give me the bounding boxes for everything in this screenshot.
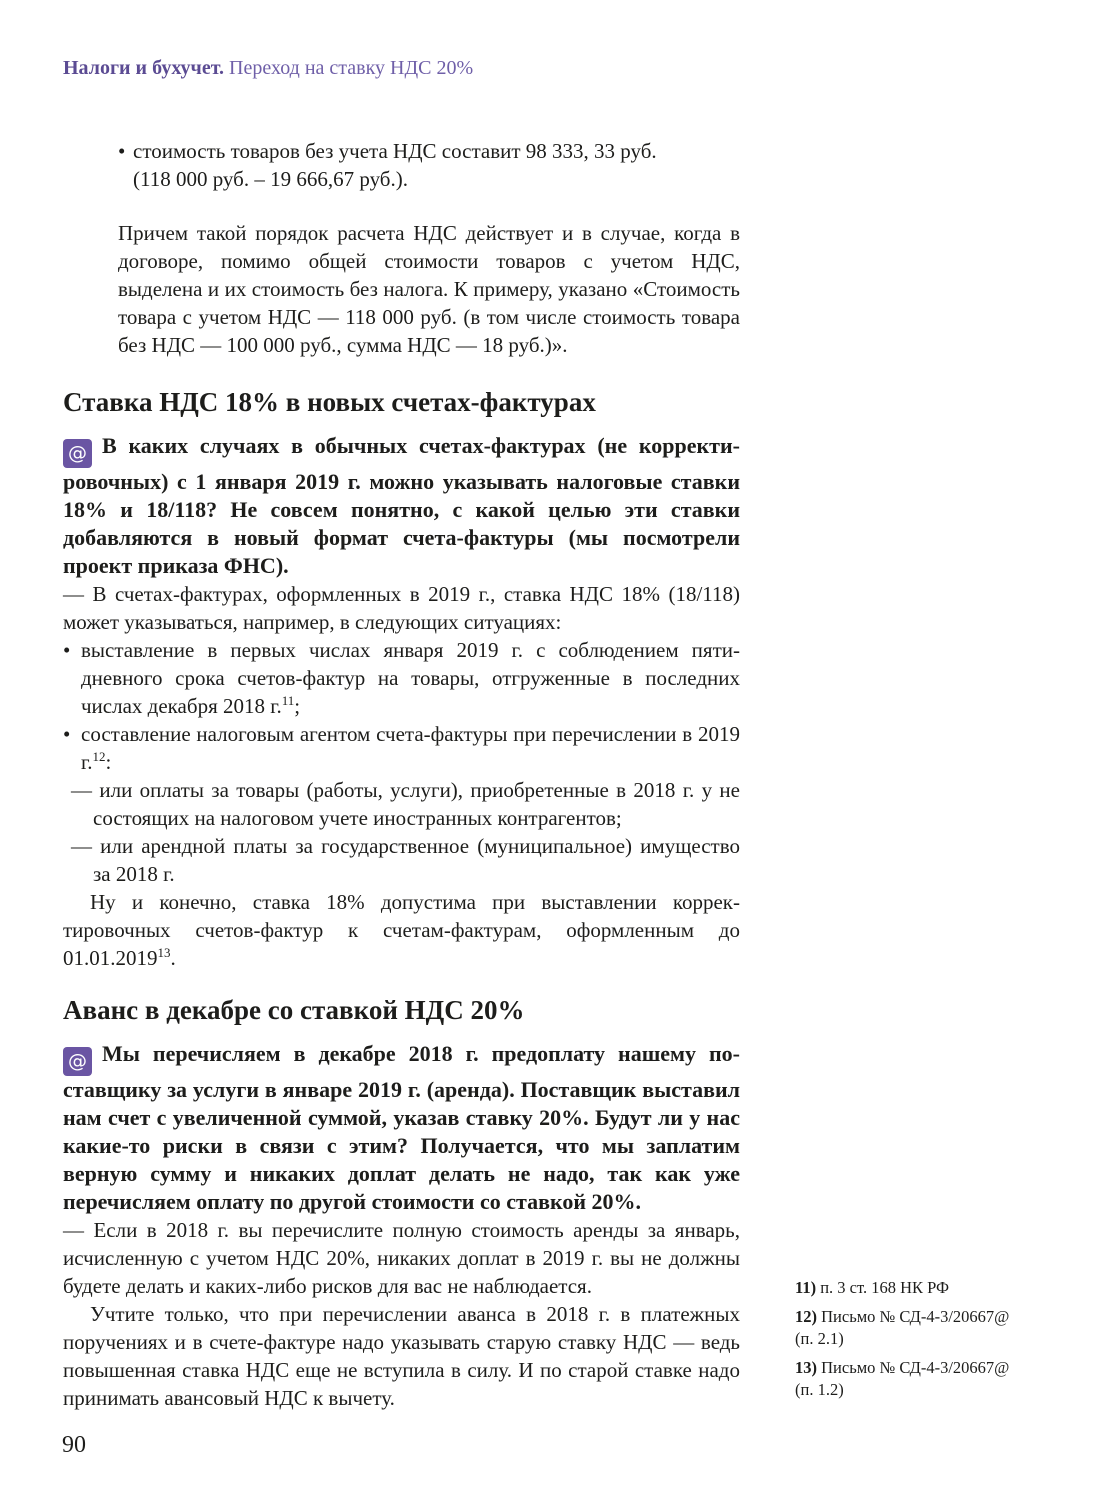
footnote-number: 12)	[795, 1307, 817, 1326]
closing-paragraph-2: Учтите только, что при перечислении аванса в 2018 г. в платежных поручениях и в счете-фактуре надо указывать старую ставку НДС — ведь повышенная ставка НДС еще не вступила в силу. И по старой ставке надо принимать авансовый НДС к вычету.	[63, 1302, 740, 1410]
section-heading-vat18: Ставка НДС 18% в новых счетах-фактурах	[63, 387, 596, 417]
footnote-text: Письмо № СД-4-3/20667@ (п. 2.1)	[795, 1307, 1010, 1348]
bullet-icon: •	[63, 638, 71, 662]
footnote-item-11	[795, 1277, 1030, 1299]
list-item-tail: ;	[294, 694, 301, 718]
footnote-text: Письмо № СД-4-3/20667@ (п. 1.2)	[795, 1358, 1010, 1399]
list-item-text: выставление в первых числах января 2019 г. с соблюдением пятидневного срока счетов-фактур на товары, отгруженные в последних числах декабря 2018 г.	[81, 638, 740, 718]
closing-1-text: Ну и конечно, ставка 18% допустима при выставлении корректировочных счетов-фактур к счетам-фактурам, оформленным до 01.01.2019	[63, 890, 740, 970]
bullet-icon: •	[118, 139, 126, 163]
page-number: 90	[62, 1432, 86, 1458]
page-header	[63, 55, 740, 81]
main-column	[63, 0, 740, 1412]
footnote-number: 13)	[795, 1358, 817, 1377]
footnote-ref-13: 13	[157, 945, 171, 960]
list-item-invoice-january	[63, 636, 740, 720]
footnote-ref-11: 11	[281, 693, 295, 708]
question-2-text: Мы перечисляем в декабре 2018 г. предоплату нашему поставщику за услуги в январе 2019 г. (аренда). Поставщик выставил нам счет с увеличенной суммой, указав ставку 20%. Будут ли у нас какие-то риски в связи с этим? Получается, что мы заплатим верную сумму и никаких доплат делать не надо, так как уже перечисляем оплату по другой стоимости со ставкой 20%.	[63, 1041, 740, 1214]
example-bullet-text: стоимость товаров без учета НДС составит 98 333, 33 руб.	[133, 139, 657, 163]
list-item-tail: :	[105, 750, 112, 774]
section-heading-advance: Аванс в декабре со ставкой НДС 20%	[63, 995, 525, 1025]
header-topic: Переход на ставку НДС 20%	[229, 57, 474, 79]
example-paragraph: Причем такой порядок расчета НДС действует и в случае, когда в договоре, помимо общей стоимости товаров с учетом НДС, выделена и их стоимость без налога. К примеру, указано «Стоимость товара с учетом НДС — 118 000 руб. (в том числе стоимость товара без НДС — 100 000 руб., сумма НДС — 18 руб.)».	[118, 221, 740, 357]
example-bullet-text-2: (118 000 руб. – 19 666,67 руб.).	[133, 167, 408, 191]
footnote-text: п. 3 ст. 168 НК РФ	[820, 1278, 950, 1297]
footnote-ref-12: 12	[92, 749, 106, 764]
header-brand: Налоги и бухучет.	[63, 57, 225, 79]
question-block-2	[63, 1040, 740, 1216]
at-icon: @	[63, 439, 92, 468]
bullet-icon: •	[63, 722, 71, 746]
footnote-number: 11)	[795, 1278, 817, 1297]
question-1-text: В каких случаях в обычных счетах-фактурах (не корректировочных) с 1 января 2019 г. можно указывать налоговые ставки 18% и 18/118? Не совсем понятно, с какой целью эти ставки добавляются в новый формат счета-фактуры (мы посмотрели проект приказа ФНС).	[63, 433, 740, 578]
dash-item-rent: — или арендной платы за государственное (муниципальное) имущество за 2018 г.	[71, 834, 740, 886]
example-bullet-item	[118, 137, 740, 193]
closing-paragraph-1	[63, 888, 740, 972]
question-block-1	[63, 432, 740, 580]
closing-1-tail: .	[170, 946, 176, 970]
at-icon: @	[63, 1047, 92, 1076]
list-item-tax-agent	[63, 720, 740, 776]
dash-item-payment: — или оплаты за товары (работы, услуги), приобретенные в 2018 г. у не состоящих на налоговом учете иностранных контрагентов;	[71, 778, 740, 830]
footnote-item-12	[795, 1306, 1030, 1350]
footnote-item-13	[795, 1357, 1030, 1401]
bullet-list	[63, 636, 740, 776]
answer-2-paragraph: — Если в 2018 г. вы перечислите полную стоимость аренды за январь, исчисленную с учетом НДС 20%, никаких доплат в 2019 г. вы не должны будете делать и каких-либо рисков для вас не наблюдается.	[63, 1218, 740, 1298]
answer-1-intro: — В счетах-фактурах, оформленных в 2019 г., ставка НДС 18% (18/118) может указываться, например, в следующих ситуациях:	[63, 582, 740, 634]
footnotes-panel	[795, 1277, 1030, 1401]
list-item-text: составление налоговым агентом счета-фактуры при перечислении в 2019 г.	[81, 722, 740, 774]
example-block	[118, 137, 740, 359]
